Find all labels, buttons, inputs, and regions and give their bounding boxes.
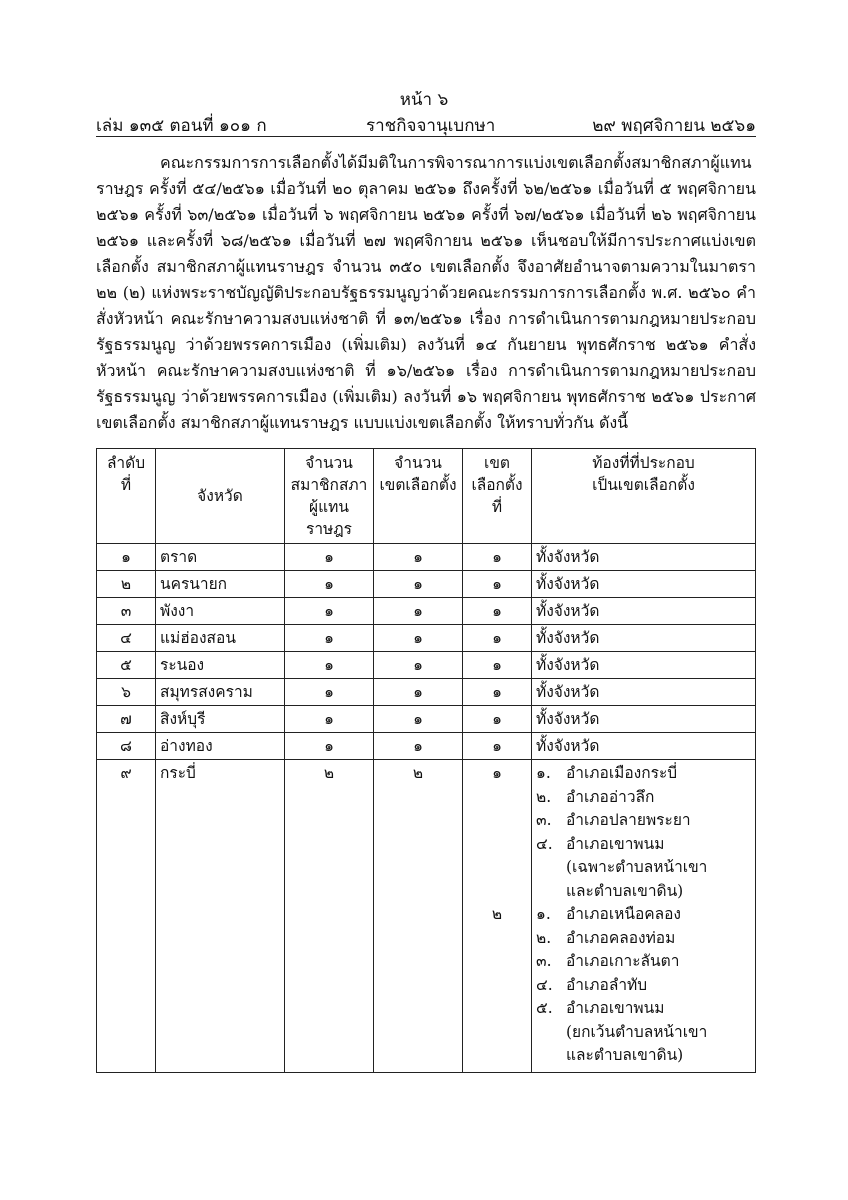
row-zone: ๑: [463, 733, 532, 760]
intro-paragraph: [96, 150, 756, 436]
list-item: ๒. อำเภอคลองท่อม: [536, 928, 676, 947]
list-item: ๒. อำเภออ่าวลึก: [536, 787, 655, 806]
row-districts: ๑: [374, 625, 463, 652]
header-mp-count: จำนวน สมาชิกสภา ผู้แทนราษฎร: [285, 449, 374, 544]
row-districts: ๑: [374, 706, 463, 733]
row-zone: ๑: [463, 598, 532, 625]
electoral-district-table: [96, 448, 756, 1073]
row-districts: ๑: [374, 733, 463, 760]
row-zone: ๑: [463, 679, 532, 706]
row-mp: ๑: [285, 544, 374, 571]
row-no: ๑: [97, 544, 156, 571]
row-province: ระนอง: [156, 652, 285, 679]
row-province: อ่างทอง: [156, 733, 285, 760]
row-mp: ๑: [285, 598, 374, 625]
row-mp: ๑: [285, 571, 374, 598]
row-area: ทั้งจังหวัด: [532, 706, 756, 733]
row-no: ๗: [97, 706, 156, 733]
row-no: ๒: [97, 571, 156, 598]
row-province: พังงา: [156, 598, 285, 625]
row-area-list: [532, 760, 756, 1073]
list-item: ๔. อำเภอเขาพนม: [536, 834, 665, 853]
list-item: ๓. อำเภอเกาะลันตา: [536, 952, 680, 970]
row-mp: ๒: [285, 760, 374, 1073]
row-zone: ๑: [463, 706, 532, 733]
row-mp: ๑: [285, 652, 374, 679]
row-mp: ๑: [285, 706, 374, 733]
list-note: และตำบลเขาดิน): [566, 881, 684, 900]
table-row: [97, 652, 756, 679]
row-no: ๙: [97, 760, 156, 1073]
list-item: ๑. อำเภอเมืองกระบี่: [536, 764, 678, 782]
table-row: [97, 571, 756, 598]
intro-text: คณะกรรมการการเลือกตั้งได้มีมติในการพิจารณาการแบ่งเขตเลือกตั้งสมาชิกสภาผู้แทนราษฎร ครั้งที่ ๕๔/๒๕๖๑ เมื่อวันที่ ๒๐ ตุลาคม ๒๕๖๑ ถึงครั้งที่ ๖๒/๒๕๖๑ เมื่อวันที่ ๕ พฤศจิกายน ๒๕๖๑ ครั้งที่ ๖๓/๒๕๖๑ เมื่อวันที่ ๖ พฤศจิกายน ๒๕๖๑ ครั้งที่ ๖๗/๒๕๖๑ เมื่อวันที่ ๒๖ พฤศจิกายน ๒๕๖๑ และครั้งที่ ๖๘/๒๕๖๑ เมื่อวันที่ ๒๗ พฤศจิกายน ๒๕๖๑ เห็นชอบให้มีการประกาศแบ่งเขตเลือกตั้ง สมาชิกสภาผู้แทนราษฎร จำนวน ๓๕๐ เขตเลือกตั้ง จึงอาศัยอำนาจตามความในมาตรา ๒๒ (๒) แห่งพระราชบัญญัติประกอบรัฐธรรมนูญว่าด้วยคณะกรรมการการเลือกตั้ง พ.ศ. ๒๕๖๐ คำสั่งหัวหน้า คณะรักษาความสงบแห่งชาติ ที่ ๑๓/๒๕๖๑ เรื่อง การดำเนินการตามกฎหมายประกอบรัฐธรรมนูญ ว่าด้วยพรรคการเมือง (เพิ่มเติม) ลงวันที่ ๑๔ กันยายน พุทธศักราช ๒๕๖๑ คำสั่งหัวหน้า คณะรักษาความสงบแห่งชาติ ที่ ๑๖/๒๕๖๑ เรื่อง การดำเนินการตามกฎหมายประกอบรัฐธรรมนูญ ว่าด้วยพรรคการเมือง (เพิ่มเติม) ลงวันที่ ๑๖ พฤศจิกายน พุทธศักราช ๒๕๖๑ ประกาศเขตเลือกตั้ง สมาชิกสภาผู้แทนราษฎร แบบแบ่งเขตเลือกตั้ง ให้ทราบทั่วกัน ดังนี้: [96, 153, 756, 432]
table-row: [97, 625, 756, 652]
table-row: [97, 679, 756, 706]
page-number: หน้า ๖: [399, 90, 449, 110]
row-districts: ๑: [374, 679, 463, 706]
header-area: ท้องที่ที่ประกอบ เป็นเขตเลือกตั้ง: [532, 449, 756, 544]
gazette-title: ราชกิจจานุเบกษา: [366, 116, 496, 136]
row-no: ๓: [97, 598, 156, 625]
row-districts: ๑: [374, 544, 463, 571]
header-district-count: จำนวน เขตเลือกตั้ง: [374, 449, 463, 544]
row-mp: ๑: [285, 625, 374, 652]
header-zone: เขต เลือกตั้งที่: [463, 449, 532, 544]
row-zone: ๑: [463, 652, 532, 679]
list-item: ๕. อำเภอเขาพนม: [536, 999, 665, 1017]
table-header-row: [97, 449, 756, 544]
row-mp: ๑: [285, 733, 374, 760]
list-note: (เฉพาะตำบลหน้าเขา: [566, 858, 708, 876]
list-item: ๑. อำเภอเหนือคลอง: [536, 905, 682, 923]
row-area: ทั้งจังหวัด: [532, 733, 756, 760]
row-districts: ๑: [374, 598, 463, 625]
row-province: แม่ฮ่องสอน: [156, 625, 285, 652]
row-province: สมุทรสงคราม: [156, 679, 285, 706]
row-mp: ๑: [285, 679, 374, 706]
table-row: [97, 598, 756, 625]
row-zone: ๑: [463, 571, 532, 598]
row-no: ๔: [97, 625, 156, 652]
row-area: ทั้งจังหวัด: [532, 679, 756, 706]
list-note: และตำบลเขาดิน): [566, 1046, 684, 1064]
row-zone: ๑: [463, 544, 532, 571]
row-no: ๖: [97, 679, 156, 706]
row-province: นครนายก: [156, 571, 285, 598]
volume-issue: เล่ม ๑๓๕ ตอนที่ ๑๐๑ ก: [96, 116, 267, 136]
table-row: [97, 544, 756, 571]
row-area: ทั้งจังหวัด: [532, 544, 756, 571]
header-province: จังหวัด: [156, 449, 285, 544]
list-item: ๔. อำเภอลำทับ: [536, 975, 648, 994]
row-area: ทั้งจังหวัด: [532, 625, 756, 652]
list-item: ๓. อำเภอปลายพระยา: [536, 811, 691, 829]
table-row-krabi: [97, 760, 756, 1073]
zone-1-label: ๑: [492, 764, 502, 782]
row-province: ตราด: [156, 544, 285, 571]
row-zone-list: [463, 760, 532, 1073]
row-no: ๘: [97, 733, 156, 760]
row-zone: ๑: [463, 625, 532, 652]
row-districts: ๑: [374, 571, 463, 598]
row-area: ทั้งจังหวัด: [532, 571, 756, 598]
row-districts: ๑: [374, 652, 463, 679]
row-area: ทั้งจังหวัด: [532, 652, 756, 679]
zone-2-label: ๒: [491, 905, 503, 923]
table-row: [97, 733, 756, 760]
list-note: (ยกเว้นตำบลหน้าเขา: [566, 1022, 708, 1041]
header-no: ลำดับ ที่: [97, 449, 156, 544]
row-province: สิงห์บุรี: [156, 706, 285, 733]
row-no: ๕: [97, 652, 156, 679]
row-province: กระบี่: [156, 760, 285, 1073]
publication-date: ๒๙ พฤศจิกายน ๒๕๖๑: [592, 116, 756, 136]
row-districts: ๒: [374, 760, 463, 1073]
table-row: [97, 706, 756, 733]
gazette-header: [96, 112, 756, 137]
row-area: ทั้งจังหวัด: [532, 598, 756, 625]
